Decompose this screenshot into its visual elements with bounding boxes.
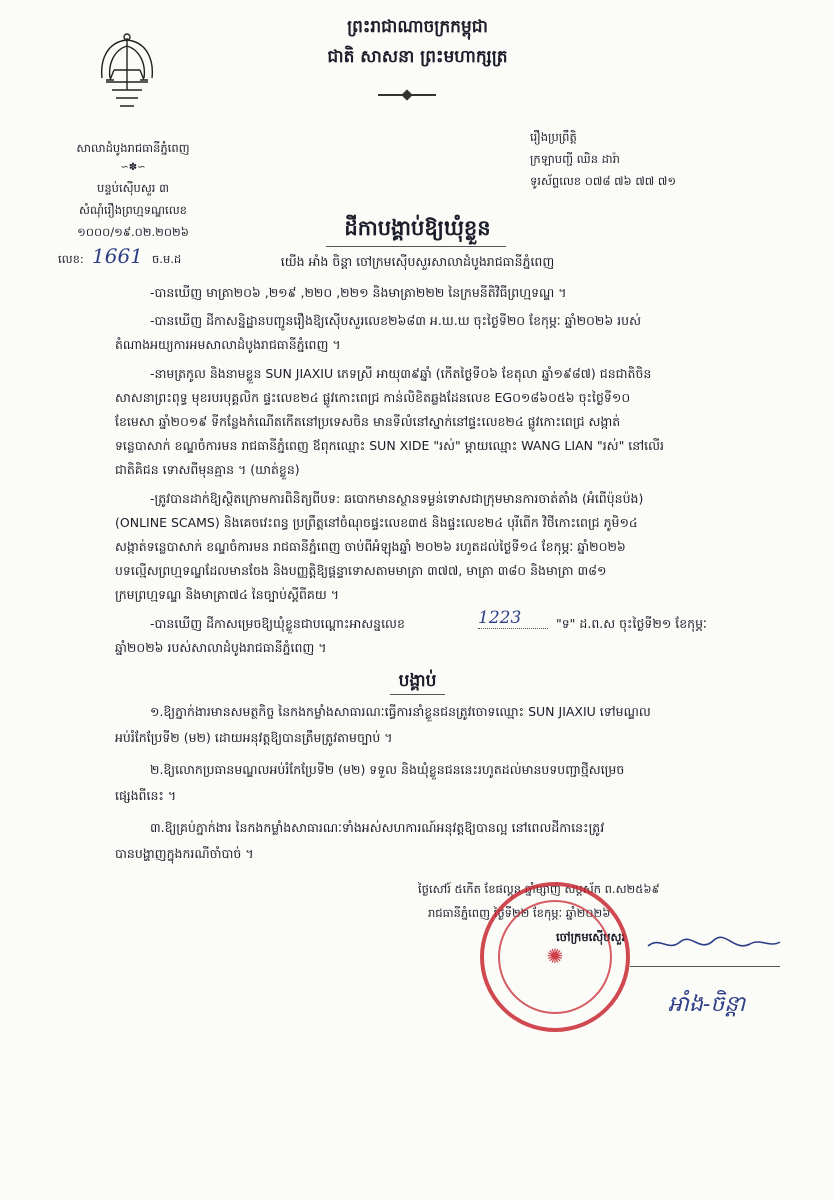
order-3-line-2: បានបង្ហាញក្នុងករណីចាំបាច់ ។ (115, 846, 254, 861)
paragraph-2-line-2: តំណាងអយ្យការអមសាលាដំបូងរាជធានីភ្នំពេញ ។ (115, 337, 341, 352)
motto-heading: ជាតិ សាសនា ព្រះមហាក្សត្រ (327, 47, 508, 67)
signature-icon (640, 918, 790, 968)
court-emblem-icon (92, 30, 162, 130)
order-3-line-1: ៣.ឱ្យគ្រប់ភ្នាក់ងារ នៃកងកម្លាំងសាធារណៈទាំងអស់សហការណ៍អនុវត្តឱ្យបានល្អ នៅពេលដីកានេះត្រូវ (150, 820, 605, 835)
number-suffix: ច.ម.ដ (152, 252, 182, 266)
lunar-date: ថ្ងៃសៅរ៍ ៥កើត ខែផល្គុន ឆ្នាំម្សាញ់ សប្តស័ក ព.ស២៥៦៩ (418, 882, 660, 896)
order-heading: បង្គាប់ (398, 671, 437, 691)
order-1-line-2: អប់រំកែប្រែទី២ (ម២) ដោយអនុវត្តឱ្យបានត្រឹមត្រូវតាមច្បាប់ ។ (115, 730, 393, 745)
title-underline (326, 246, 506, 247)
paragraph-4-line-2: (ONLINE SCAMS) និងគេចវេះពន្ធ ប្រព្រឹត្តនៅចំណុចផ្ទះលេខ៣៥ និងផ្ទះលេខ២៤ បុរីពើក វិថីកោះពេជ្រ ភូមិ១៤ (115, 515, 638, 530)
paragraph-2-line-1: -បានឃើញ ដីកាសន្និដ្ឋានបញ្ជូនរឿងឱ្យស៊ើបសួរលេខ២៦៨៣ អ.ឃ.ឃ ចុះថ្ងៃទី២០ ខែកុម្ភៈ ឆ្នាំ២០២៦ របស់ (150, 313, 641, 328)
paragraph-3-line-4: ទន្លេបាសាក់ ខណ្ឌចំការមន រាជធានីភ្នំពេញ ឪពុកឈ្មោះ SUN XIDE "រស់" ម្ដាយឈ្មោះ WANG LIAN "រស់" នៅលើរ (115, 438, 665, 453)
paragraph-4-line-1: -ត្រូវបានដាក់ឱ្យស្ថិតក្រោមការពិនិត្យពីបទ: ឆបោកមានស្ថានទម្ងន់ទោសជាក្រុមមានការចាត់តាំង (អំពើប៉ុនប៉ង) (150, 491, 644, 506)
ornament-small-icon: ∽✽∽ (120, 162, 146, 173)
order-heading-underline (390, 694, 445, 695)
paragraph-5-line-1-end: "ទ" ដ.ព.ស ចុះថ្ងៃទី២១ ខែកុម្ភៈ (556, 616, 707, 631)
right-line-1: រឿងប្រព្រឹត្តិ (530, 130, 577, 144)
court-name: សាលាដំបូងរាជធានីភ្នំពេញ (76, 141, 190, 155)
order-2-line-1: ២.ឱ្យលោកប្រធានមណ្ឌលអប់រំកែប្រែទី២ (ម២) ទទួល និងឃុំខ្លួនជននេះរហូតដល់មានបទបញ្ជាថ្មីសម្រេច (150, 762, 625, 777)
paragraph-4-line-3: សង្កាត់ទន្លេបាសាក់ ខណ្ឌចំការមន រាជធានីភ្នំពេញ ចាប់ពីអំឡុងឆ្នាំ ២០២៦ រហូតដល់ថ្ងៃទី១៤ ខែកុម្ភៈ ឆ្នាំ២០២៦ (115, 539, 626, 554)
paragraph-5-line-1-start: -បានឃើញ ដីកាសម្រេចឱ្យឃុំខ្លួនជាបណ្ដោះអាសន្នលេខ (150, 616, 405, 631)
order-2-line-2: ផ្សេងពីនេះ ។ (115, 788, 177, 803)
paragraph-3-line-3: ខែមេសា ឆ្នាំ២០១៩ ទីកន្លែងកំណើតកើតនៅប្រទេសចិន មានទីលំនៅស្នាក់នៅផ្ទះលេខ២៤ ផ្លូវកោះពេជ្រ សង្កាត់ (115, 414, 621, 429)
signer-role: ចៅក្រមស៊ើបសួរ (556, 930, 626, 944)
paragraph-4-line-5: ក្រមព្រហ្មទណ្ឌ និងមាត្រា៧៤ នៃច្បាប់ស្តីពីគយ ។ (115, 587, 339, 602)
paragraph-5-line-2: ឆ្នាំ២០២៦ របស់សាលាដំបូងរាជធានីភ្នំពេញ ។ (115, 640, 327, 655)
ornament-divider-icon (378, 94, 436, 96)
number-label: លេខ: (58, 252, 84, 266)
official-seal-icon: ✺ (480, 882, 630, 1032)
paragraph-3-line-2: សាសនាព្រះពុទ្ធ មុខរបរបុគ្គលិក ផ្ទះលេខ២៤ ផ្លូវកោះពេជ្រ កាន់លិខិតឆ្លងដែនលេខ EG០១៨៦០៥៦ ចុះថ្ងៃទី១០ (115, 390, 631, 405)
phone-line: ទូរស័ព្ទលេខ ០៧៨ ៧៦ ៧៧ ៧១ (530, 174, 677, 188)
signature-line (630, 966, 780, 967)
office-name: បន្ទប់ស៊ើបសួរ ៣ (97, 181, 169, 195)
document-title: ដីកាបង្គាប់ឱ្យឃុំខ្លួន (344, 216, 491, 240)
solar-date: រាជធានីភ្នំពេញ ថ្ងៃទី២២ ខែកុម្ភៈ ឆ្នាំ២០២៦ (428, 906, 611, 920)
handwritten-number: 1661 (92, 244, 143, 268)
order-1-line-1: ១.ឱ្យភ្នាក់ងារមានសមត្ថកិច្ច នៃកងកម្លាំងសាធារណៈធ្វើការនាំខ្លួនជនត្រូវចោទឈ្មោះ SUN JIAXIU ទៅមណ្ឌល (150, 704, 651, 719)
case-reference: ១០០០/១៩.០២.២០២៦ (77, 225, 189, 239)
paragraph-3-line-1: -នាមត្រកូល និងនាមខ្លួន SUN JIAXIU ភេទស្រី អាយុ៣៩ឆ្នាំ (កើតថ្ងៃទី០៦ ខែតុលា ឆ្នាំ១៩៨៧) ជនជាតិចិន (150, 366, 652, 381)
kingdom-heading: ព្រះរាជាណាចក្រកម្ពុជា (347, 17, 488, 37)
handwritten-decision-number: 1223 (478, 608, 548, 629)
clerk-line: ក្រឡាបញ្ជី ឈិន ដារ៉ា (530, 152, 620, 166)
case-number-label: សំណុំរឿងព្រហ្មទណ្ឌលេខ (79, 203, 187, 217)
paragraph-4-line-4: បទល្មើសព្រហ្មទណ្ឌដែលមានចែង និងបញ្ញត្តិឱ្យផ្តន្ទាទោសតាមមាត្រា ៣៧៧, មាត្រា ៣៨០ និងមាត្រា ៣៨១ (115, 563, 607, 578)
judge-line: យើង អាំង ចិន្តា ចៅក្រមស៊ើបសួរសាលាដំបូងរាជធានីភ្នំពេញ (280, 254, 555, 269)
paragraph-1: -បានឃើញ មាត្រា២០៦ ,២១៩ ,២២០ ,២២១ និងមាត្រា២២២ នៃក្រមនីតិវិធីព្រហ្មទណ្ឌ ។ (150, 285, 567, 300)
paragraph-3-line-5: ជាតិគិជន ទោសពីមុនគ្មាន ។ (ឃាត់ខ្លួន) (115, 462, 300, 477)
signature-name: អាំង-ចិន្តា (668, 992, 746, 1017)
